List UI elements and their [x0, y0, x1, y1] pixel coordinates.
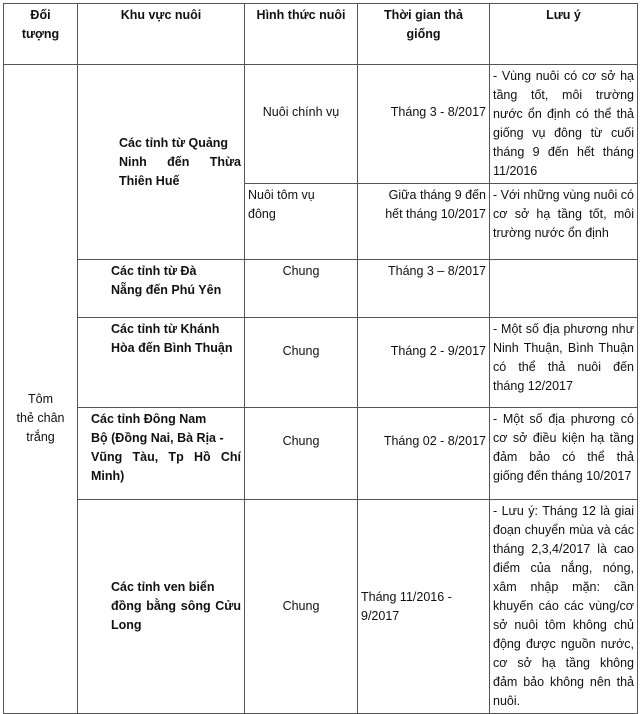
- header-subject: Đối tượng: [4, 4, 78, 65]
- method-cell: Nuôi tôm vụ đông: [245, 184, 358, 260]
- header-method: Hình thức nuôi: [245, 4, 358, 65]
- region-cell: Các tỉnh từ Đà Nẵng đến Phú Yên: [78, 260, 245, 318]
- table-row: [4, 408, 638, 500]
- note-cell: - Lưu ý: Tháng 12 là giai đoạn chuyển mùa và các tháng 2,3,4/2017 là cao điểm của nắng, nóng, xâm nhập mặn: cần khuyến cáo các vùng/cơ sở nuôi tôm không chủ động được nguồn nước, cơ sở hạ tầng không đảm bảo không nên thả nuôi.: [490, 500, 638, 714]
- time-cell: Tháng 02 - 8/2017: [358, 408, 490, 500]
- table-row: [4, 318, 638, 408]
- time-cell: Tháng 2 - 9/2017: [358, 318, 490, 408]
- region-cell: Các tỉnh Đông Nam Bộ (Đồng Nai, Bà Rịa - Vũng Tàu, Tp Hồ Chí Minh): [78, 408, 245, 500]
- method-cell: Nuôi chính vụ: [245, 65, 358, 184]
- note-cell: - Với những vùng nuôi có cơ sở hạ tầng tốt, môi trường nước ổn định: [490, 184, 638, 260]
- time-cell: Giữa tháng 9 đến hết tháng 10/2017: [358, 184, 490, 260]
- shrimp-stocking-schedule-table: [3, 3, 638, 714]
- time-cell: Tháng 11/2016 - 9/2017: [358, 500, 490, 714]
- header-stocking-time: Thời gian thả giống: [358, 4, 490, 65]
- subject-cell: Tôm thẻ chân trắng: [4, 65, 78, 714]
- note-cell: [490, 260, 638, 318]
- region-cell: Các tỉnh từ Khánh Hòa đến Bình Thuận: [78, 318, 245, 408]
- time-cell: Tháng 3 – 8/2017: [358, 260, 490, 318]
- region-cell: Các tỉnh từ Quảng Ninh đến Thừa Thiên Huế: [78, 65, 245, 260]
- table-row: [4, 260, 638, 318]
- header-note: Lưu ý: [490, 4, 638, 65]
- region-cell: Các tỉnh ven biển đồng bằng sông Cửu Long: [78, 500, 245, 714]
- time-cell: Tháng 3 - 8/2017: [358, 65, 490, 184]
- method-cell: Chung: [245, 500, 358, 714]
- table-header-row: [4, 4, 638, 65]
- method-cell: Chung: [245, 260, 358, 318]
- method-cell: Chung: [245, 318, 358, 408]
- method-cell: Chung: [245, 408, 358, 500]
- note-cell: - Vùng nuôi có cơ sở hạ tầng tốt, môi trường nước ổn định có thể thả giống vụ đông từ cuối tháng 9 đến hết tháng 11/2016: [490, 65, 638, 184]
- note-cell: - Một số địa phương có cơ sở điều kiện hạ tầng đảm bảo có thể thả giống đến tháng 10/2017: [490, 408, 638, 500]
- table-row: [4, 500, 638, 714]
- note-cell: - Một số địa phương như Ninh Thuận, Bình Thuận có thể thả nuôi đến tháng 12/2017: [490, 318, 638, 408]
- header-region: Khu vực nuôi: [78, 4, 245, 65]
- table-row: [4, 65, 638, 184]
